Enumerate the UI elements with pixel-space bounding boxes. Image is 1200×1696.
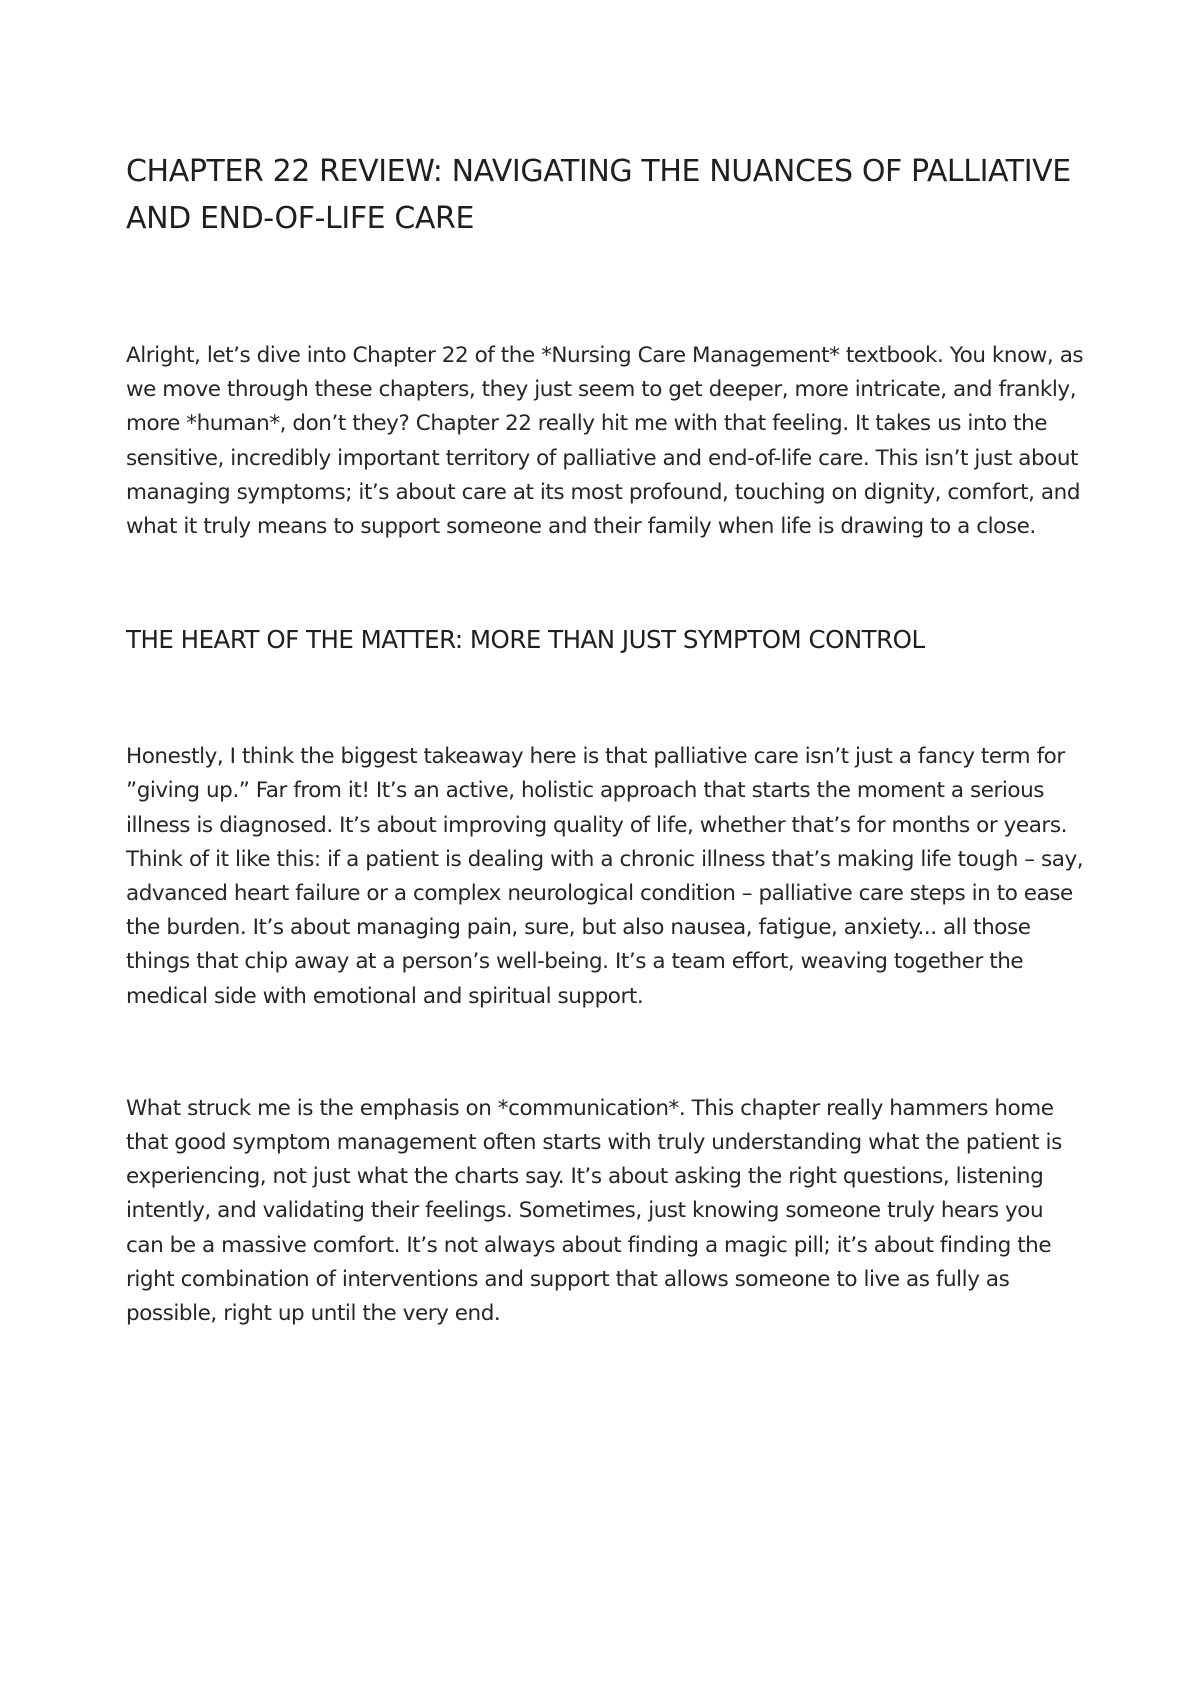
- spacer: [126, 1014, 1086, 1092]
- spacer: [126, 242, 1086, 339]
- document-body: [126, 148, 1086, 1331]
- section-heading: THE HEART OF THE MATTER: MORE THAN JUST SYMPTOM CONTROL: [126, 625, 925, 655]
- spacer: [126, 544, 1086, 623]
- document-title: CHAPTER 22 REVIEW: NAVIGATING THE NUANCES OF PALLIATIVE AND END-OF-LIFE CARE: [126, 154, 1071, 236]
- spacer: [126, 657, 1086, 740]
- section-paragraph-2: What struck me is the emphasis on *communication*. This chapter really hammers home that good symptom management often starts with truly understanding what the patient is experiencing, not just what the charts say. It’s about asking the right questions, listening intently, and validating their feelings. Sometimes, just knowing someone truly hears you can be a massive comfort. It’s not always about finding a magic pill; it’s about finding the right combination of interventions and support that allows someone to live as fully as possible, right up until the very end.: [126, 1095, 1062, 1327]
- section-paragraph-1: Honestly, I think the biggest takeaway here is that palliative care isn’t just a fancy term for ”giving up.” Far from it! It’s an active, holistic approach that starts the moment a serious illness is diagnosed. It’s about improving quality of life, whether that’s for months or years. Think of it like this: if a patient is dealing with a chronic illness that’s making life tough – say, advanced heart failure or a complex neurological condition – palliative care steps in to ease the burden. It’s about managing pain, sure, but also nausea, fatigue, anxiety... all those things that chip away at a person’s well-being. It’s a team effort, weaving together the medical side with emotional and spiritual support.: [126, 744, 1084, 1009]
- intro-paragraph: Alright, let’s dive into Chapter 22 of the *Nursing Care Management* textbook. You know, as we move through these chapters, they just seem to get deeper, more intricate, and frankly, more *human*, don’t they? Chapter 22 really hit me with that feeling. It takes us into the sensitive, incredibly important territory of palliative and end-of-life care. This isn’t just about managing symptoms; it’s about care at its most profound, touching on dignity, comfort, and what it truly means to support someone and their family when life is drawing to a close.: [126, 343, 1084, 540]
